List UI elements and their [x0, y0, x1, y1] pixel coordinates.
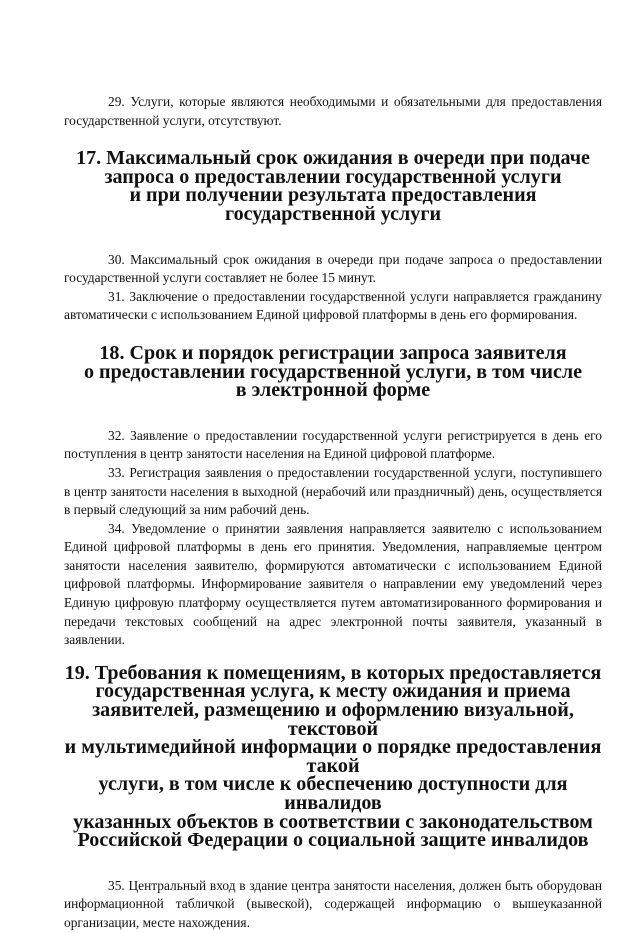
heading-line: о предоставлении государственной услуги, в том числе: [83, 360, 583, 383]
paragraph-35: 35. Центральный вход в здание центра занятости населения, должен быть оборудован информационной табличкой (вывеской), содержащей информацию о вышеуказанной организации, месте нахождения.: [64, 877, 602, 930]
section-heading-18: [64, 341, 602, 402]
paragraph-30: 30. Максимальный срок ожидания в очереди при подаче запроса о предоставлении государственной услуги составляет не более 15 минут.: [64, 251, 602, 286]
heading-line: запроса о предоставлении государственной услуги: [104, 165, 562, 188]
heading-line: заявителей, размещению и оформлению визуальной, текстовой: [92, 699, 574, 740]
heading-line: 17. Максимальный срок ожидания в очереди при подаче: [76, 147, 590, 170]
heading-line: и при получении результата предоставления: [129, 184, 537, 207]
paragraph-29: 29. Услуги, которые являются необходимыми и обязательными для предоставления государственной услуги, отсутствуют.: [64, 94, 602, 128]
section-heading-17: [64, 149, 602, 223]
paragraph-31: 31. Заключение о предоставлении государственной услуги направляется гражданину автоматически с использованием Единой цифровой платформы в день его формирования.: [64, 288, 602, 323]
paragraph-33: 33. Регистрация заявления о предоставлении государственной услуги, поступившего в центр занятости населения в выходной (нерабочий или праздничный) день, осуществляется в первый следующий за ним рабочий день.: [64, 464, 602, 518]
heading-line: в электронной форме: [235, 379, 431, 402]
heading-line: государственной услуги: [224, 202, 442, 225]
heading-line: 18. Срок и порядок регистрации запроса заявителя: [99, 341, 567, 364]
heading-line: указанных объектов в соответствии с законодательством: [73, 810, 593, 833]
heading-line: Российской Федерации о социальной защите инвалидов: [77, 829, 589, 852]
paragraph-32: 32. Заявление о предоставлении государственной услуги регистрируется в день его поступления в центр занятости населения на Единой цифровой платформе.: [64, 427, 602, 462]
section-heading-19: [64, 661, 602, 852]
heading-line: услуги, в том числе к обеспечению доступности для инвалидов: [98, 773, 568, 814]
heading-line: 19. Требования к помещениям, в которых предоставляется: [64, 661, 602, 684]
heading-line: и мультимедийной информации о порядке предоставления такой: [64, 736, 602, 777]
heading-line: государственная услуга, к месту ожидания и приема: [95, 680, 571, 703]
paragraph-34: 34. Уведомление о принятии заявления направляется заявителю с использованием Единой цифровой платформы в день его принятия. Уведомления, направляемые центром занятости населения заявителю, формируются автоматически с использованием Единой цифровой платформы. Информирование заявителя о направлении ему уведомлений через Единую цифровую платформу осуществляется путем автоматизированного формирования и передачи текстовых сообщений на адрес электронной почты заявителя, указанный в заявлении.: [64, 520, 602, 648]
document-page: [64, 93, 602, 933]
